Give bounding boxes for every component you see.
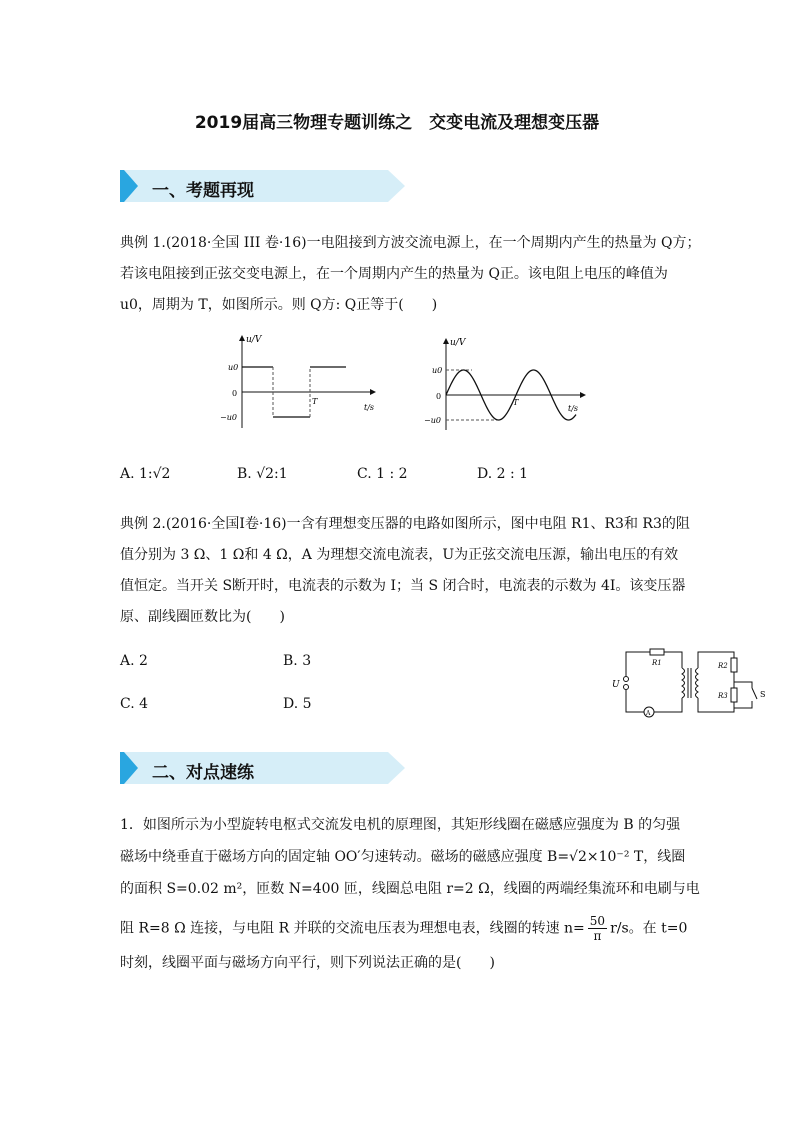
fig1-xlabel: t/s [364,403,375,412]
q1-line1: 1．如图所示为小型旋转电枢式交流发电机的原理图，其矩形线圈在磁感应强度为 B 的匀强 [120,817,681,833]
q1-line4b: r/s。在 t=0 [610,920,688,937]
transformer-circuit-figure [606,646,776,720]
r3-resistor [731,688,737,702]
ex1-line1 [120,233,701,253]
q1-line4a: 阻 R=8 Ω 连接，与电阻 R 并联的交流电压表为理想电表，线圈的转速 n= [120,920,585,937]
fig2-neg-u0: −u0 [424,416,441,425]
fig1-zero: 0 [232,389,238,398]
ex2-line1 [120,514,690,534]
fig2-xlabel: t/s [568,404,579,413]
circuit-U: U [612,680,620,690]
ex2-option-a: A. 2 [120,653,148,669]
primary-coil [682,668,685,698]
ex2-option-b: B. 3 [283,653,312,669]
fig2-zero: 0 [436,392,442,401]
secondary-coil [696,668,699,698]
square-wave-figure [210,330,385,435]
ex2-option-c: C. 4 [120,696,149,712]
q1-fraction [588,914,607,943]
ex1-option-d: D. 2 : 1 [477,466,529,482]
ex1-option-a: A. 1:√2 [120,466,171,482]
circuit-A: A [646,710,651,717]
fig1-neg-u0: −u0 [220,413,237,422]
circuit-R2: R2 [718,662,728,670]
circuit-R3: R3 [718,692,728,700]
ex1-option-b: B. √2:1 [237,466,288,482]
ex1-text1: (2018·全国 III 卷·16)一电阻接到方波交流电源上，在一个周期内产生的热量为 Q方； [165,235,701,251]
ex1-line3: u0，周期为 T，如图所示。则 Q方: Q正等于( ) [120,297,438,313]
q1-line3: 的面积 S=0.02 m²，匝数 N=400 匝，线圈总电阻 r=2 Ω，线圈的两端经集流环和电刷与电 [120,881,700,897]
ex2-text1: (2016·全国Ⅰ卷·16)一含有理想变压器的电路如图所示，图中电阻 R1、R3和 R3的阻 [165,516,690,532]
fig2-T: T [513,398,519,407]
ex2-option-d: D. 5 [283,696,312,712]
sine-wave-figure [420,335,595,435]
ex1-prefix: 典例 1. [120,235,166,251]
page-title: 2019届高三物理专题训练之 交变电流及理想变压器 [194,113,600,133]
q1-line5: 时刻，线圈平面与磁场方向平行，则下列说法正确的是( ) [120,955,495,971]
ex2-prefix: 典例 2. [120,516,166,532]
ex2-line2: 值分别为 3 Ω、1 Ω和 4 Ω，A 为理想交流电流表，U为正弦交流电压源，输出电压的有效 [120,547,679,563]
q1-frac-num: 50 [589,914,606,928]
section-heading: 二、对点速练 [152,763,254,783]
fig2-u0: u0 [432,366,443,375]
circuit-R1: R1 [652,659,662,667]
ex2-line3: 值恒定。当开关 S断开时，电流表的示数为 I；当 S 闭合时，电流表的示数为 4I。该变压器 [120,578,686,594]
section-banner-1 [120,170,405,202]
q1-line4 [120,914,687,943]
fig1-u0: u0 [228,363,239,372]
ex2-line4: 原、副线圈匝数比为( ) [120,609,285,625]
circuit-S: S [760,690,766,699]
section-heading: 一、考题再现 [152,181,254,201]
ex1-option-c: C. 1 : 2 [357,466,408,482]
fig1-ylabel: u/V [246,335,262,345]
q1-line2: 磁场中绕垂直于磁场方向的固定轴 OO′匀速转动。磁场的磁感应强度 B=√2×10⁻² T，线圈 [120,849,686,865]
fig1-T: T [312,397,318,406]
fig2-ylabel: u/V [450,338,466,348]
r2-resistor [731,658,737,672]
section-banner-2 [120,752,405,784]
r1-resistor [650,649,664,655]
ex1-line2: 若该电阻接到正弦交变电源上，在一个周期内产生的热量为 Q正。该电阻上电压的峰值为 [120,266,668,282]
switch-icon [752,688,757,699]
q1-frac-den: π [593,929,602,943]
